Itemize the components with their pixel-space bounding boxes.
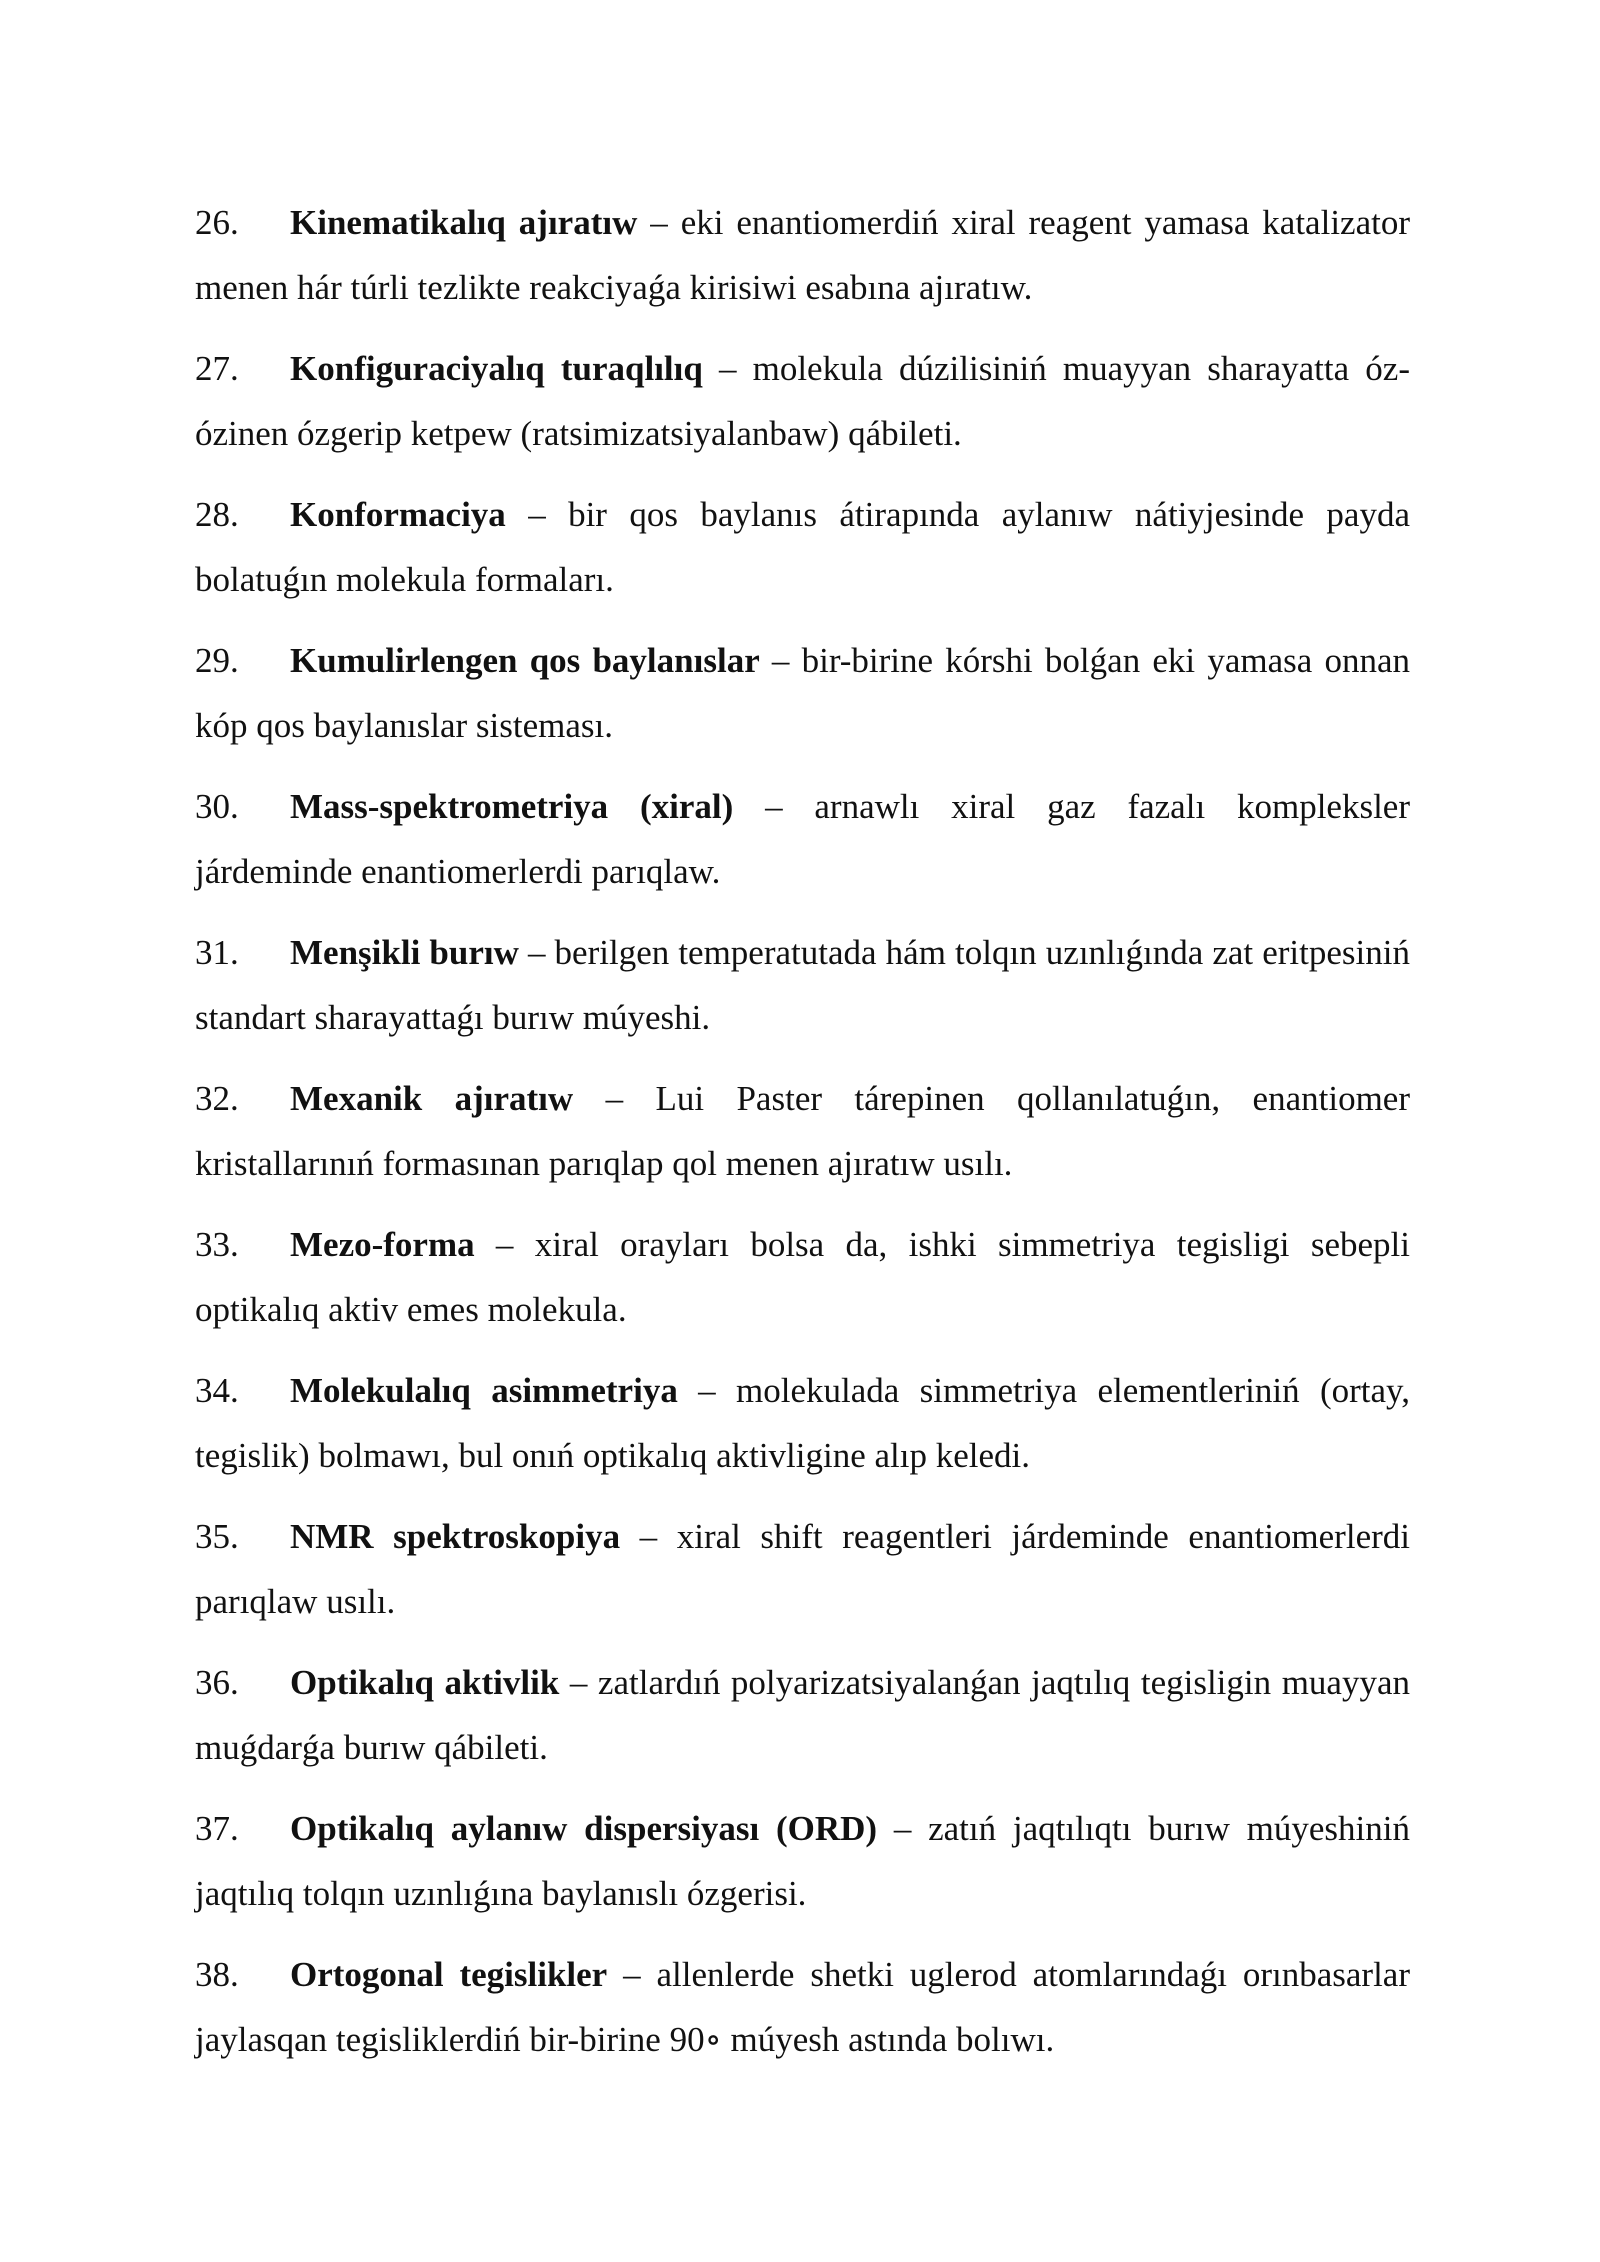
glossary-entry-27: [195, 336, 1410, 466]
entry-term: Optikalıq aktivlik: [290, 1663, 560, 1702]
entry-number: 37.: [195, 1809, 239, 1848]
glossary-entry-29: [195, 628, 1410, 758]
glossary-entry-37: [195, 1796, 1410, 1926]
entry-definition: – zatlardıń polyarizatsiyalanǵan jaqtılıq tegisligin muayyan muǵdarǵa burıw qábileti.: [195, 1663, 1410, 1767]
entry-number: 29.: [195, 641, 239, 680]
entry-number: 36.: [195, 1663, 239, 1702]
entry-number: 35.: [195, 1517, 239, 1556]
entry-definition: – arnawlı xiral gaz fazalı kompleksler járdeminde enantiomerlerdi parıqlaw.: [195, 787, 1410, 891]
entry-number: 33.: [195, 1225, 239, 1264]
entry-definition: – bir qos baylanıs átirapında aylanıw nátiyjesinde payda bolatuǵın molekula formaları.: [195, 495, 1410, 599]
document-page: [195, 190, 1410, 2088]
glossary-entry-32: [195, 1066, 1410, 1196]
entry-term: Mass-spektrometriya (xiral): [290, 787, 734, 826]
entry-definition: – Lui Paster tárepinen qollanılatuǵın, enantiomer kristallarınıń formasınan parıqlap qol menen ajıratıw usılı.: [195, 1079, 1410, 1183]
entry-term: Konformaciya: [290, 495, 506, 534]
entry-definition: – xiral shift reagentleri járdeminde enantiomerlerdi parıqlaw usılı.: [195, 1517, 1410, 1621]
entry-term: Kumulirlengen qos baylanıslar: [290, 641, 760, 680]
entry-definition: – xiral orayları bolsa da, ishki simmetriya tegisligi sebepli optikalıq aktiv emes molekula.: [195, 1225, 1410, 1329]
entry-number: 34.: [195, 1371, 239, 1410]
glossary-entry-30: [195, 774, 1410, 904]
glossary-entry-36: [195, 1650, 1410, 1780]
entry-number: 31.: [195, 933, 239, 972]
entry-number: 27.: [195, 349, 239, 388]
glossary-entry-31: [195, 920, 1410, 1050]
entry-term: Menşikli burıw: [290, 933, 519, 972]
entry-number: 32.: [195, 1079, 239, 1118]
entry-definition: – molekula dúzilisiniń muayyan sharayatta óz-ózinen ózgerip ketpew (ratsimizatsiyalanbaw) qábileti.: [195, 349, 1410, 453]
entry-term: Kinematikalıq ajıratıw: [290, 203, 638, 242]
entry-term: Mezo-forma: [290, 1225, 475, 1264]
glossary-entry-34: [195, 1358, 1410, 1488]
glossary-entry-28: [195, 482, 1410, 612]
entry-definition: – berilgen temperatutada hám tolqın uzınlıǵında zat eritpesiniń standart sharayattaǵı burıw múyeshi.: [195, 933, 1410, 1037]
entry-number: 26.: [195, 203, 239, 242]
entry-definition: – molekulada simmetriya elementleriniń (ortay, tegislik) bolmawı, bul onıń optikalıq aktivligine alıp keledi.: [195, 1371, 1411, 1475]
entry-term: Ortogonal tegislikler: [290, 1955, 608, 1994]
entry-definition: – bir-birine kórshi bolǵan eki yamasa onnan kóp qos baylanıslar sisteması.: [195, 641, 1410, 745]
glossary-entry-33: [195, 1212, 1410, 1342]
entry-term: Molekulalıq asimmetriya: [290, 1371, 678, 1410]
glossary-entry-35: [195, 1504, 1410, 1634]
entry-term: Mexanik ajıratıw: [290, 1079, 574, 1118]
entry-term: Optikalıq aylanıw dispersiyası (ORD): [290, 1809, 878, 1848]
entry-number: 38.: [195, 1955, 239, 1994]
entry-term: Konfiguraciyalıq turaqlılıq: [290, 349, 703, 388]
entry-definition: – allenlerde shetki uglerod atomlarındaǵı orınbasarlar jaylasqan tegisliklerdiń bir-birine 90∘ múyesh astında bolıwı.: [195, 1955, 1410, 2059]
entry-number: 30.: [195, 787, 239, 826]
entry-definition: – eki enantiomerdiń xiral reagent yamasa katalizator menen hár túrli tezlikte reakciyaǵa kirisiwi esabına ajıratıw.: [195, 203, 1410, 307]
entry-term: NMR spektroskopiya: [290, 1517, 621, 1556]
glossary-entry-38: [195, 1942, 1410, 2072]
glossary-entry-26: [195, 190, 1410, 320]
entry-definition: – zatıń jaqtılıqtı burıw múyeshiniń jaqtılıq tolqın uzınlıǵına baylanıslı ózgerisi.: [195, 1809, 1410, 1913]
entry-number: 28.: [195, 495, 239, 534]
